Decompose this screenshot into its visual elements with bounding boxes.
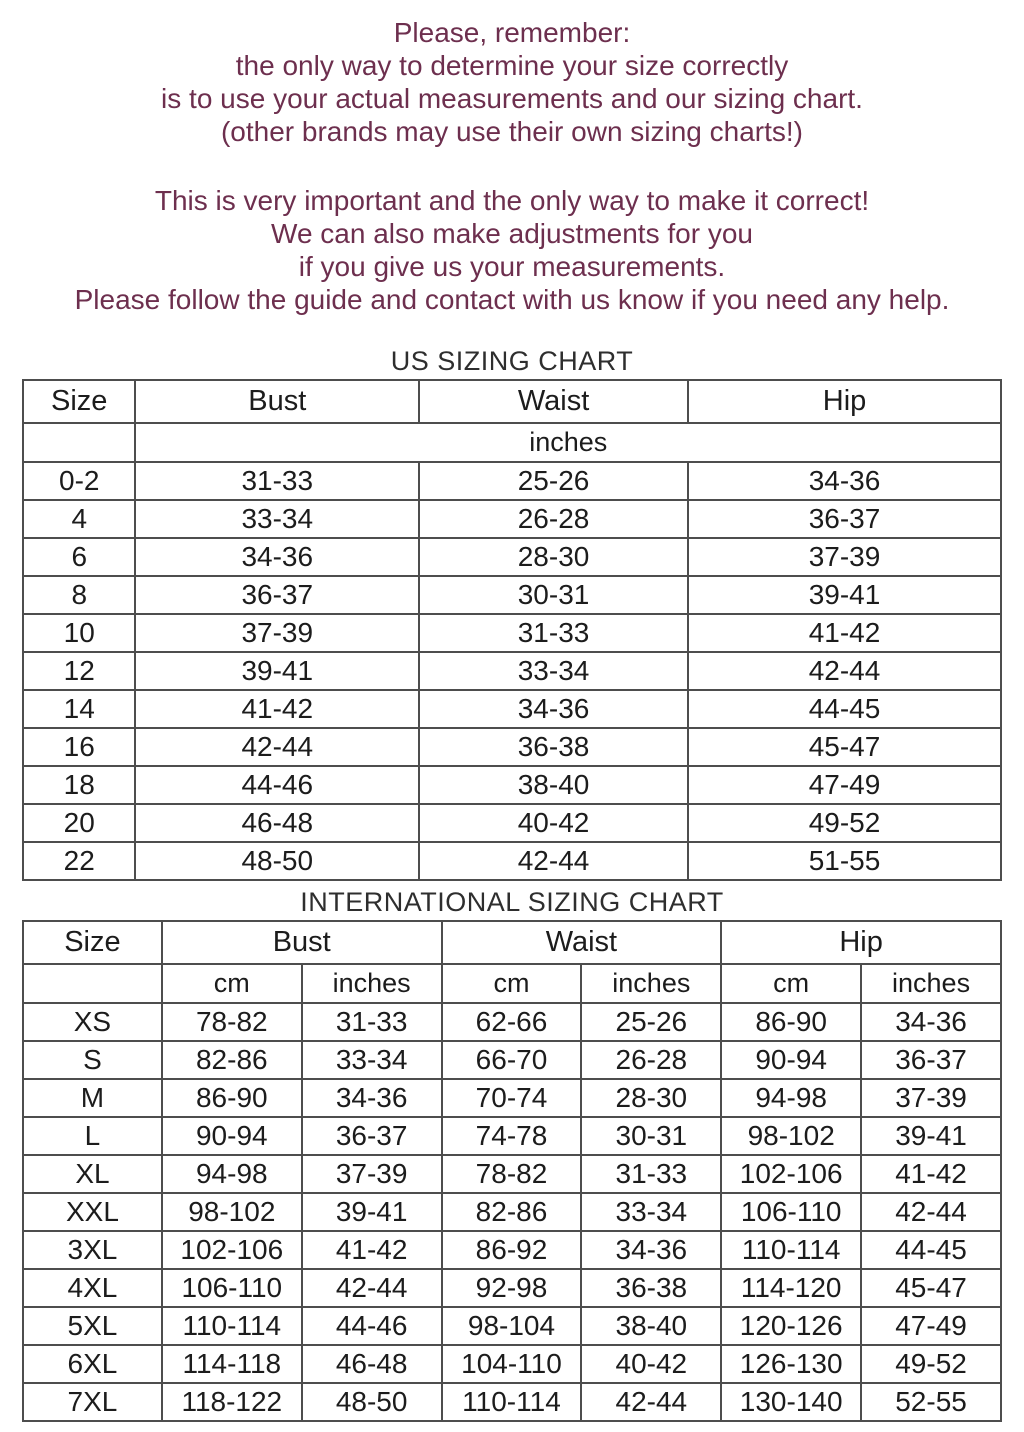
intl-table-row-cell-hip_cm: 94-98 (721, 1079, 861, 1117)
intl-table-row-cell-size: XXL (23, 1193, 162, 1231)
intl-table-row-cell-bust_cm: 86-90 (162, 1079, 302, 1117)
intl-subheader-cm: cm (721, 964, 861, 1003)
us-table-row (23, 500, 1001, 538)
intl-table-row-cell-bust_in: 36-37 (302, 1117, 442, 1155)
intl-table-row-cell-size: 7XL (23, 1383, 162, 1421)
intl-table-row-cell-bust_in: 37-39 (302, 1155, 442, 1193)
intl-table-row-cell-hip_cm: 102-106 (721, 1155, 861, 1193)
intro-line: the only way to determine your size correctly (235, 50, 789, 81)
us-table-row-cell-size: 20 (23, 804, 135, 842)
intl-table-row-cell-waist_cm: 98-104 (442, 1307, 582, 1345)
intl-table-row-cell-hip_cm: 130-140 (721, 1383, 861, 1421)
us-table-row-cell-bust: 33-34 (135, 500, 419, 538)
us-table-row-cell-bust: 44-46 (135, 766, 419, 804)
intl-table-row-cell-hip_in: 49-52 (861, 1345, 1001, 1383)
intl-table-row-cell-size: 6XL (23, 1345, 162, 1383)
us-table-row-cell-waist: 34-36 (419, 690, 688, 728)
intl-table-row-cell-bust_in: 39-41 (302, 1193, 442, 1231)
intl-table-row-cell-waist_in: 33-34 (581, 1193, 721, 1231)
us-table-row (23, 728, 1001, 766)
intl-table-row-cell-waist_cm: 62-66 (442, 1003, 582, 1041)
intl-table-row-cell-waist_in: 28-30 (581, 1079, 721, 1117)
us-table-row-cell-waist: 33-34 (419, 652, 688, 690)
us-table-row (23, 804, 1001, 842)
intl-table-row (23, 1383, 1001, 1421)
intl-table-row-cell-bust_in: 34-36 (302, 1079, 442, 1117)
intl-table-row-cell-hip_in: 44-45 (861, 1231, 1001, 1269)
us-table-row-cell-bust: 39-41 (135, 652, 419, 690)
intl-table-row (23, 1003, 1001, 1041)
intl-table-row-cell-bust_cm: 114-118 (162, 1345, 302, 1383)
us-table-row-cell-hip: 45-47 (688, 728, 1001, 766)
us-table-row-cell-bust: 36-37 (135, 576, 419, 614)
intl-table-row-cell-bust_cm: 118-122 (162, 1383, 302, 1421)
us-table-row-cell-size: 12 (23, 652, 135, 690)
intl-table-row-cell-waist_cm: 92-98 (442, 1269, 582, 1307)
intl-table-row-cell-waist_in: 26-28 (581, 1041, 721, 1079)
intl-table-row-cell-bust_cm: 106-110 (162, 1269, 302, 1307)
intl-table-row (23, 1307, 1001, 1345)
us-table-row-cell-hip: 34-36 (688, 462, 1001, 500)
intl-table-row-cell-size: XL (23, 1155, 162, 1193)
us-table-row-cell-waist: 28-30 (419, 538, 688, 576)
intl-table-row-cell-size: L (23, 1117, 162, 1155)
intl-table-row (23, 1117, 1001, 1155)
intl-table-row-cell-hip_in: 39-41 (861, 1117, 1001, 1155)
intl-table-row-cell-waist_cm: 74-78 (442, 1117, 582, 1155)
us-chart-title: US SIZING CHART (390, 346, 634, 376)
us-column-header-size: Size (23, 380, 135, 423)
intro-line: is to use your actual measurements and our sizing chart. (161, 83, 863, 114)
intl-table-row-cell-waist_in: 25-26 (581, 1003, 721, 1041)
us-table-row-cell-hip: 41-42 (688, 614, 1001, 652)
us-table-row (23, 842, 1001, 880)
intl-table-row-cell-waist_in: 38-40 (581, 1307, 721, 1345)
intro-line: if you give us your measurements. (298, 251, 726, 282)
empty-cell (23, 964, 162, 1003)
intl-table-row-cell-waist_cm: 66-70 (442, 1041, 582, 1079)
intl-table-row-cell-size: S (23, 1041, 162, 1079)
intl-table-row (23, 1079, 1001, 1117)
us-table-row-cell-waist: 38-40 (419, 766, 688, 804)
intl-table-row-cell-waist_cm: 104-110 (442, 1345, 582, 1383)
us-sizing-table (22, 379, 1002, 881)
intl-table-row-cell-bust_cm: 90-94 (162, 1117, 302, 1155)
us-table-row (23, 576, 1001, 614)
intl-table-row-cell-size: 4XL (23, 1269, 162, 1307)
intl-table-row-cell-hip_in: 42-44 (861, 1193, 1001, 1231)
us-table-row (23, 690, 1001, 728)
intl-table-row-cell-hip_in: 36-37 (861, 1041, 1001, 1079)
intl-table-row-cell-hip_cm: 110-114 (721, 1231, 861, 1269)
intro-paragraph-1 (0, 16, 1024, 148)
intl-chart-title: INTERNATIONAL SIZING CHART (300, 887, 724, 917)
intl-subheader-inches: inches (861, 964, 1001, 1003)
us-table-row (23, 652, 1001, 690)
us-table-row-cell-size: 10 (23, 614, 135, 652)
us-header-row (23, 380, 1001, 423)
intl-table-row-cell-hip_cm: 90-94 (721, 1041, 861, 1079)
intro-text (0, 16, 1024, 316)
intl-table-row-cell-bust_cm: 82-86 (162, 1041, 302, 1079)
intl-table-row-cell-waist_cm: 110-114 (442, 1383, 582, 1421)
intl-table-row-cell-waist_in: 42-44 (581, 1383, 721, 1421)
intl-table-row (23, 1269, 1001, 1307)
intro-line: (other brands may use their own sizing charts!) (220, 116, 804, 147)
us-table-row-cell-bust: 37-39 (135, 614, 419, 652)
intl-table-row-cell-waist_cm: 82-86 (442, 1193, 582, 1231)
us-table-row-cell-size: 8 (23, 576, 135, 614)
intl-column-header-waist: Waist (442, 921, 722, 964)
us-unit-row (23, 423, 1001, 462)
intl-table-row-cell-bust_in: 41-42 (302, 1231, 442, 1269)
us-table-row-cell-hip: 39-41 (688, 576, 1001, 614)
us-table-row-cell-hip: 44-45 (688, 690, 1001, 728)
us-table-row-cell-bust: 34-36 (135, 538, 419, 576)
intl-table-row-cell-bust_cm: 98-102 (162, 1193, 302, 1231)
intro-line: Please, remember: (393, 17, 631, 48)
us-table-row-cell-size: 6 (23, 538, 135, 576)
intl-table-row-cell-waist_cm: 86-92 (442, 1231, 582, 1269)
us-table-row-cell-bust: 46-48 (135, 804, 419, 842)
intl-table-row-cell-bust_cm: 102-106 (162, 1231, 302, 1269)
us-table-row-cell-hip: 47-49 (688, 766, 1001, 804)
us-column-header-bust: Bust (135, 380, 419, 423)
intl-table-row-cell-bust_cm: 94-98 (162, 1155, 302, 1193)
intl-table-row-cell-waist_in: 30-31 (581, 1117, 721, 1155)
us-unit-label: inches (135, 423, 1001, 462)
intl-table-row-cell-waist_in: 31-33 (581, 1155, 721, 1193)
intro-line: We can also make adjustments for you (271, 218, 753, 249)
intl-column-header-bust: Bust (162, 921, 442, 964)
intl-table-row (23, 1193, 1001, 1231)
us-column-header-hip: Hip (688, 380, 1001, 423)
intl-subheader-inches: inches (302, 964, 442, 1003)
intl-table-row-cell-bust_cm: 78-82 (162, 1003, 302, 1041)
intl-table-row-cell-hip_in: 34-36 (861, 1003, 1001, 1041)
intl-table-row-cell-waist_in: 34-36 (581, 1231, 721, 1269)
us-table-row-cell-size: 18 (23, 766, 135, 804)
intl-table-row-cell-hip_cm: 86-90 (721, 1003, 861, 1041)
us-table-row-cell-bust: 42-44 (135, 728, 419, 766)
intl-header-row (23, 921, 1001, 964)
intl-table-row-cell-waist_in: 40-42 (581, 1345, 721, 1383)
intl-subheader-inches: inches (581, 964, 721, 1003)
us-table-row (23, 614, 1001, 652)
us-table-row-cell-waist: 31-33 (419, 614, 688, 652)
intl-table-row-cell-hip_in: 45-47 (861, 1269, 1001, 1307)
intl-table-row (23, 1345, 1001, 1383)
intl-table-row-cell-bust_cm: 110-114 (162, 1307, 302, 1345)
us-table-row-cell-size: 4 (23, 500, 135, 538)
us-table-row-cell-waist: 42-44 (419, 842, 688, 880)
intl-table-row-cell-hip_cm: 120-126 (721, 1307, 861, 1345)
intl-table-row-cell-size: 3XL (23, 1231, 162, 1269)
intl-table-row-cell-hip_cm: 126-130 (721, 1345, 861, 1383)
intl-column-header-size: Size (23, 921, 162, 964)
intl-table-row-cell-size: 5XL (23, 1307, 162, 1345)
us-table-row-cell-waist: 30-31 (419, 576, 688, 614)
us-table-row-cell-bust: 48-50 (135, 842, 419, 880)
intl-table-row (23, 1041, 1001, 1079)
us-table-row-cell-size: 14 (23, 690, 135, 728)
intl-table-row-cell-waist_in: 36-38 (581, 1269, 721, 1307)
intl-table-row (23, 1155, 1001, 1193)
us-table-row-cell-waist: 40-42 (419, 804, 688, 842)
us-table-row-cell-size: 0-2 (23, 462, 135, 500)
intl-table-row-cell-hip_in: 41-42 (861, 1155, 1001, 1193)
intl-subheader-cm: cm (442, 964, 582, 1003)
intl-table-row-cell-hip_cm: 106-110 (721, 1193, 861, 1231)
us-table-row (23, 462, 1001, 500)
us-column-header-waist: Waist (419, 380, 688, 423)
intl-table-row-cell-hip_in: 37-39 (861, 1079, 1001, 1117)
us-table-row-cell-waist: 25-26 (419, 462, 688, 500)
intl-table-row-cell-waist_cm: 78-82 (442, 1155, 582, 1193)
intl-column-header-hip: Hip (721, 921, 1001, 964)
us-table-row-cell-waist: 36-38 (419, 728, 688, 766)
us-table-row-cell-hip: 49-52 (688, 804, 1001, 842)
us-table-row (23, 538, 1001, 576)
intl-table-row-cell-waist_cm: 70-74 (442, 1079, 582, 1117)
intl-table-row-cell-bust_in: 33-34 (302, 1041, 442, 1079)
us-table-row-cell-bust: 41-42 (135, 690, 419, 728)
us-table-row (23, 766, 1001, 804)
intro-paragraph-2 (0, 184, 1024, 316)
intl-table-row-cell-size: M (23, 1079, 162, 1117)
us-table-row-cell-hip: 42-44 (688, 652, 1001, 690)
intl-table-row-cell-bust_in: 48-50 (302, 1383, 442, 1421)
us-table-row-cell-waist: 26-28 (419, 500, 688, 538)
intl-table-row-cell-size: XS (23, 1003, 162, 1041)
intl-table-row-cell-bust_in: 42-44 (302, 1269, 442, 1307)
us-table-row-cell-hip: 36-37 (688, 500, 1001, 538)
intl-unit-row (23, 964, 1001, 1003)
intro-line: This is very important and the only way to make it correct! (154, 185, 870, 216)
us-table-row-cell-size: 22 (23, 842, 135, 880)
intl-subheader-cm: cm (162, 964, 302, 1003)
us-table-row-cell-hip: 51-55 (688, 842, 1001, 880)
us-table-row-cell-bust: 31-33 (135, 462, 419, 500)
intl-table-row-cell-bust_in: 46-48 (302, 1345, 442, 1383)
intro-line: Please follow the guide and contact with us know if you need any help. (74, 284, 950, 315)
us-table-row-cell-hip: 37-39 (688, 538, 1001, 576)
intl-table-row-cell-hip_in: 47-49 (861, 1307, 1001, 1345)
us-table-row-cell-size: 16 (23, 728, 135, 766)
intl-sizing-table (22, 920, 1002, 1422)
intl-table-row-cell-bust_in: 31-33 (302, 1003, 442, 1041)
intl-table-row-cell-hip_in: 52-55 (861, 1383, 1001, 1421)
intl-table-row-cell-bust_in: 44-46 (302, 1307, 442, 1345)
intl-table-row-cell-hip_cm: 114-120 (721, 1269, 861, 1307)
intl-table-row-cell-hip_cm: 98-102 (721, 1117, 861, 1155)
empty-cell (23, 423, 135, 462)
intl-table-row (23, 1231, 1001, 1269)
